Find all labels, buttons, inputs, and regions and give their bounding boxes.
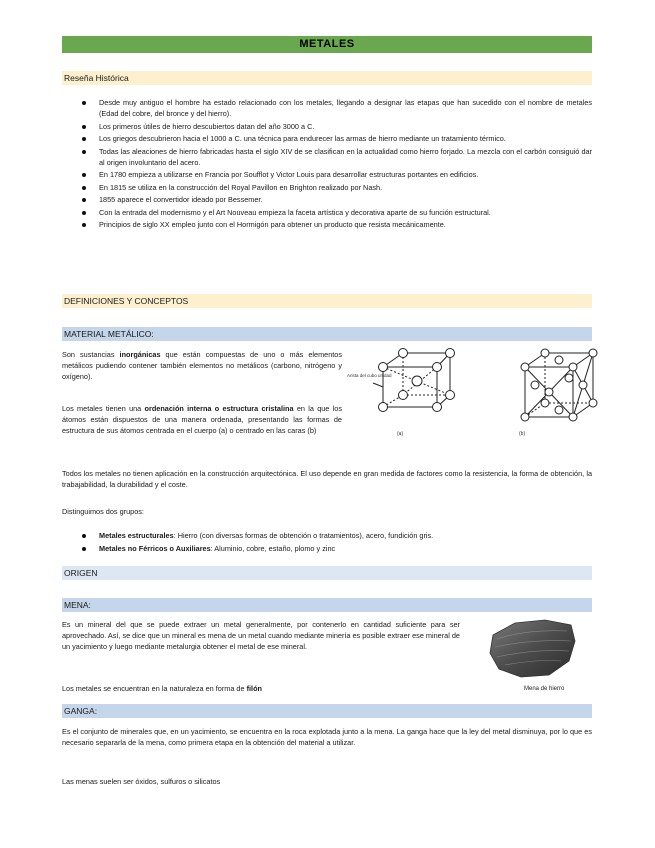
- list-item: Todas las aleaciones de hierro fabricadas hasta el siglo XIV de se clasifican en la actualidad como hierro forjado. La mezcla con el carbón consiguió dar al origen involuntario del acero.: [62, 146, 592, 168]
- list-item: En 1815 se utiliza en la construcción del Royal Pavillon en Brighton realizado por Nash.: [62, 182, 592, 193]
- fig-annotation: Arista del cubo unidad: [347, 373, 392, 378]
- section-ganga-heading: GANGA:: [62, 704, 592, 718]
- bcc-crystal-diagram: [345, 345, 460, 440]
- list-item: Desde muy antiguo el hombre ha estado relacionado con los metales, llegando a designar las etapas que han sucedido con el nombre de metales (Edad del cobre, del bronce y del hierro).: [62, 97, 592, 119]
- list-item: Metales estructurales: Hierro (con diversas formas de obtención o tratamientos), acero, fundición gris.: [62, 530, 592, 541]
- material-paragraph-4: Distinguimos dos grupos:: [62, 507, 144, 516]
- iron-ore-photo: [487, 617, 577, 679]
- ganga-paragraph-1: Es el conjunto de minerales que, en un yacimiento, se encuentra en la roca explotada junto a la mena. La ganga hace que la ley del metal disminuya, por lo que es necesario separarla de la mena, como primera etapa en la obtención del material a utilizar.: [62, 727, 592, 747]
- section-resena-heading: Reseña Histórica: [62, 71, 592, 85]
- mena-paragraph-1: Es un mineral del que se puede extraer un metal generalmente, por contenerlo en cantidad suficiente para ser aprovechado. Así, se dice que un mineral es mena de un metal cuando mediante minería es posible extraer ese mineral de un yacimiento y luego mediante metalurgia obtener el metal de ese mineral.: [62, 620, 460, 651]
- fcc-crystal-diagram: [515, 345, 605, 440]
- page-title: METALES: [62, 36, 592, 53]
- section-definiciones-heading: DEFINICIONES Y CONCEPTOS: [62, 294, 592, 308]
- list-item: 1855 aparece el convertidor ideado por Bessemer.: [62, 194, 592, 205]
- material-paragraph-3: Todos los metales no tienen aplicación en la construcción arquitectónica. El uso depende en gran medida de factores como la resistencia, la forma de obtención, la trabajabilidad, la durabilidad y el coste.: [62, 469, 592, 489]
- section-material-heading: MATERIAL METÁLICO:: [62, 327, 592, 341]
- ganga-paragraph-2: Las menas suelen ser óxidos, sulfuros o silicatos: [62, 777, 221, 786]
- list-item: Metales no Férricos o Auxiliares: Aluminio, cobre, estaño, plomo y zinc: [62, 543, 592, 554]
- list-item: En 1780 empieza a utilizarse en Francia por Soufflot y Victor Louis para desarrollar estructuras portantes en edificios.: [62, 169, 592, 180]
- fig-label-a: (a): [397, 431, 404, 437]
- section-origen-heading: ORIGEN: [62, 566, 592, 580]
- section-mena-heading: MENA:: [62, 598, 592, 612]
- list-item: Los griegos descubrieron hacia el 1000 a C. una técnica para endurecer las armas de hierro mediante un tratamiento térmico.: [62, 133, 592, 144]
- fig-label-b: (b): [519, 431, 526, 437]
- mena-paragraph-2: Los metales se encuentran en la naturaleza en forma de filón: [62, 684, 262, 693]
- material-paragraph-2: Los metales tienen una ordenación interna o estructura cristalina en la que los átomos están dispuestos de una manera ordenada, presentando las formas de estructura de sus átomos centrada en el cuerpo (a) o centrado en las caras (b): [62, 404, 342, 435]
- list-item: Con la entrada del modernismo y el Art Nouveau empieza la faceta artística y decorativa aparte de su función estructural.: [62, 207, 592, 218]
- list-item: Los primeros útiles de hierro descubiertos datan del año 3000 a C.: [62, 121, 592, 132]
- groups-list: [62, 530, 592, 555]
- material-paragraph-1: Son sustancias inorgánicas que están compuestas de uno o más elementos metálicos pudiendo contener también elementos no metálicos (carbono, nitrógeno y oxígeno).: [62, 350, 343, 381]
- mena-caption: Mena de hierro: [524, 686, 565, 692]
- list-item: Principios de siglo XX empleo junto con el Hormigón para obtener un producto que resista mecánicamente.: [62, 219, 592, 230]
- resena-list: [62, 97, 592, 232]
